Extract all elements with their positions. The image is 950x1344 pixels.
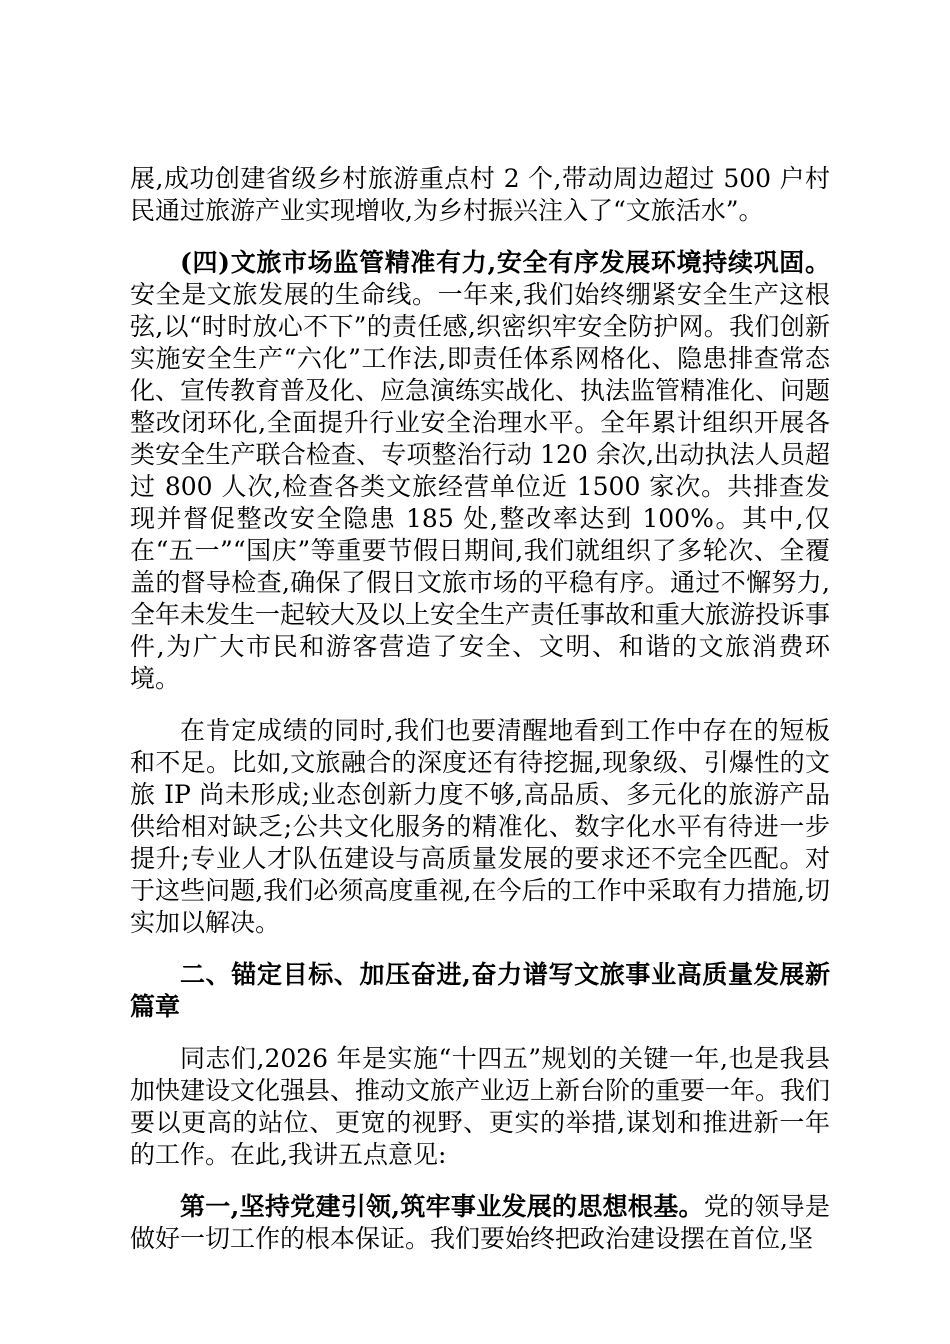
paragraph-2026-plan: 同志们,2026 年是实施“十四五”规划的关键一年,也是我县加快建设文化强县、推动文旅产业迈上新台阶的重要一年。我们要以更高的站位、更宽的视野、更实的举措,谋划和推进新一年的工作。在此,我讲五点意见: — [130, 1044, 831, 1169]
paragraph-shortcomings: 在肯定成绩的同时,我们也要清醒地看到工作中存在的短板和不足。比如,文旅融合的深度还有待挖掘,现象级、引爆性的文旅 IP 尚未形成;业态创新力度不够,高品质、多元化的旅游产品供给相对缺乏;公共文化服务的精准化、数字化水平有待进一步提升;专业人才队伍建设与高质量发展的要求还不完全匹配。对于这些问题,我们必须高度重视,在今后的工作中采取有力措施,切实加以解决。 — [130, 716, 830, 937]
paragraph-party-leadership — [130, 1191, 830, 1255]
document-page — [130, 163, 830, 1275]
paragraph-body-market-supervision: 安全是文旅发展的生命线。一年来,我们始终绷紧安全生产这根弦,以“时时放心不下”的责任感,织密织牢安全防护网。我们创新实施安全生产“六化”工作法,即责任体系网格化、隐患排查常态化、宣传教育普及化、应急演练实战化、执法监管精准化、问题整改闭环化,全面提升行业安全治理水平。全年累计组织开展各类安全生产联合检查、专项整治行动 120 余次,出动执法人员超过 800 人次,检查各类文旅经营单位近 1500 家次。共排查发现并督促整改安全隐患 185 处,整改率达到 100%。其中,仅在“五一”“国庆”等重要节假日期间,我们就组织了多轮次、全覆盖的督导检查,确保了假日文旅市场的平稳有序。通过不懈努力,全年未发生一起较大及以上安全生产责任事故和重大旅游投诉事件,为广大市民和游客营造了安全、文明、和谐的文旅消费环境。 — [130, 280, 831, 693]
paragraph-rural-tourism-continued: 展,成功创建省级乡村旅游重点村 2 个,带动周边超过 500 户村民通过旅游产业实现增收,为乡村振兴注入了“文旅活水”。 — [130, 164, 830, 225]
paragraph-lead-market-supervision: (四)文旅市场监管精准有力,安全有序发展环境持续巩固。 — [180, 248, 830, 277]
paragraph-lead-party-leadership: 第一,坚持党建引领,筑牢事业发展的思想根基。 — [180, 1192, 704, 1221]
paragraph-body-party-leadership: 党的领导是做好一切工作的根本保证。我们要始终把政治建设摆在首位,坚 — [130, 1192, 830, 1253]
paragraph-market-supervision — [130, 247, 830, 695]
section-heading-two: 二、锚定目标、加压奋进,奋力谱写文旅事业高质量发展新篇章 — [130, 960, 830, 1021]
